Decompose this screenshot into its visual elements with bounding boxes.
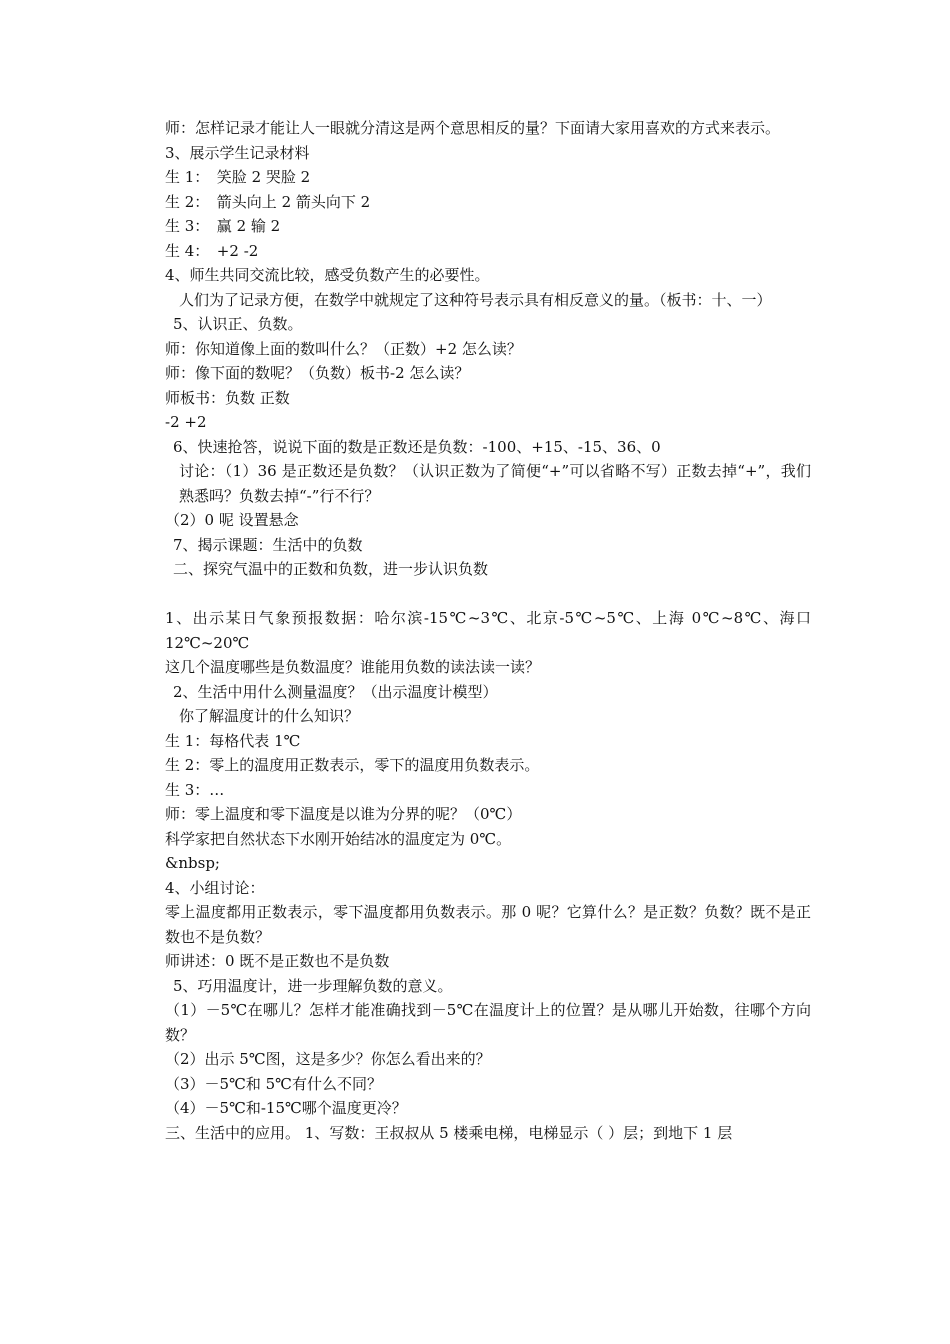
document-body: [143, 116, 811, 1145]
paragraph: （3）－5℃和 5℃有什么不同？: [165, 1074, 382, 1093]
paragraph: 2、生活中用什么测量温度？（出示温度计模型）: [173, 682, 498, 701]
paragraph: 讨论：（1）36 是正数还是负数？（认识正数为了简便“+”可以省略不写）正数去掉“+”，我们熟悉吗？负数去掉“-”行不行？: [179, 462, 811, 505]
paragraph: -2 +2: [165, 413, 207, 431]
paragraph: 生 3： 赢 2 输 2: [165, 217, 281, 235]
paragraph: 7、揭示课题：生活中的负数: [173, 535, 363, 554]
paragraph: 师：怎样记录才能让人一眼就分清这是两个意思相反的量？下面请大家用喜欢的方式来表示。: [165, 119, 781, 137]
paragraph: 3、展示学生记录材料: [165, 143, 310, 162]
paragraph: 师：像下面的数呢？（负数）板书-2 怎么读？: [165, 364, 470, 382]
paragraph: 科学家把自然状态下水刚开始结冰的温度定为 0℃。: [165, 829, 512, 848]
paragraph: 这几个温度哪些是负数温度？谁能用负数的读法读一读？: [165, 658, 541, 676]
paragraph: 1、出示某日气象预报数据：哈尔滨-15℃~3℃、北京-5℃~5℃、上海 0℃~8℃、海口 12℃~20℃: [165, 609, 811, 652]
paragraph: （4）－5℃和-15℃哪个温度更冷？: [165, 1099, 407, 1117]
paragraph: 师：零上温度和零下温度是以谁为分界的呢？（0℃）: [165, 805, 522, 823]
paragraph: 师板书：负数 正数: [165, 388, 290, 407]
paragraph: 人们为了记录方便，在数学中就规定了这种符号表示具有相反意义的量。（板书：十、一）: [179, 290, 772, 309]
paragraph: 6、快速抢答，说说下面的数是正数还是负数：-100、+15、-15、36、0: [173, 437, 661, 456]
paragraph: 生 4： +2 -2: [165, 241, 259, 260]
paragraph: 二、探究气温中的正数和负数，进一步认识负数: [173, 560, 489, 578]
paragraph: （1）－5℃在哪儿？怎样才能准确找到－5℃在温度计上的位置？是从哪儿开始数，往哪个方向数？: [165, 1001, 811, 1044]
paragraph: 生 1：每格代表 1℃: [165, 731, 301, 750]
paragraph: 生 1： 笑脸 2 哭脸 2: [165, 168, 311, 186]
paragraph: 5、认识正、负数。: [173, 315, 303, 333]
paragraph: &nbsp;: [165, 854, 220, 872]
paragraph: 师：你知道像上面的数叫什么？（正数）+2 怎么读？: [165, 339, 522, 358]
paragraph: 生 2： 箭头向上 2 箭头向下 2: [165, 192, 371, 211]
paragraph: 三、生活中的应用。 1、写数：王叔叔从 5 楼乘电梯，电梯显示（ ）层；到地下 1 层: [165, 1123, 733, 1142]
paragraph: 零上温度都用正数表示，零下温度都用负数表示。那 0 呢？它算什么？是正数？负数？既不是正数也不是负数？: [165, 903, 811, 946]
paragraph: 生 3：…: [165, 780, 225, 799]
paragraph: 生 2：零上的温度用正数表示，零下的温度用负数表示。: [165, 756, 540, 774]
blank-line: [143, 582, 811, 607]
paragraph: 你了解温度计的什么知识？: [179, 707, 360, 725]
paragraph: 4、小组讨论：: [165, 878, 265, 897]
paragraph: 5、巧用温度计，进一步理解负数的意义。: [173, 976, 453, 995]
paragraph: 师讲述：0 既不是正数也不是负数: [165, 952, 390, 970]
paragraph: 4、师生共同交流比较，感受负数产生的必要性。: [165, 266, 490, 284]
paragraph: （2）出示 5℃图，这是多少？你怎么看出来的？: [165, 1050, 491, 1068]
paragraph: （2）0 呢 设置悬念: [165, 511, 299, 529]
